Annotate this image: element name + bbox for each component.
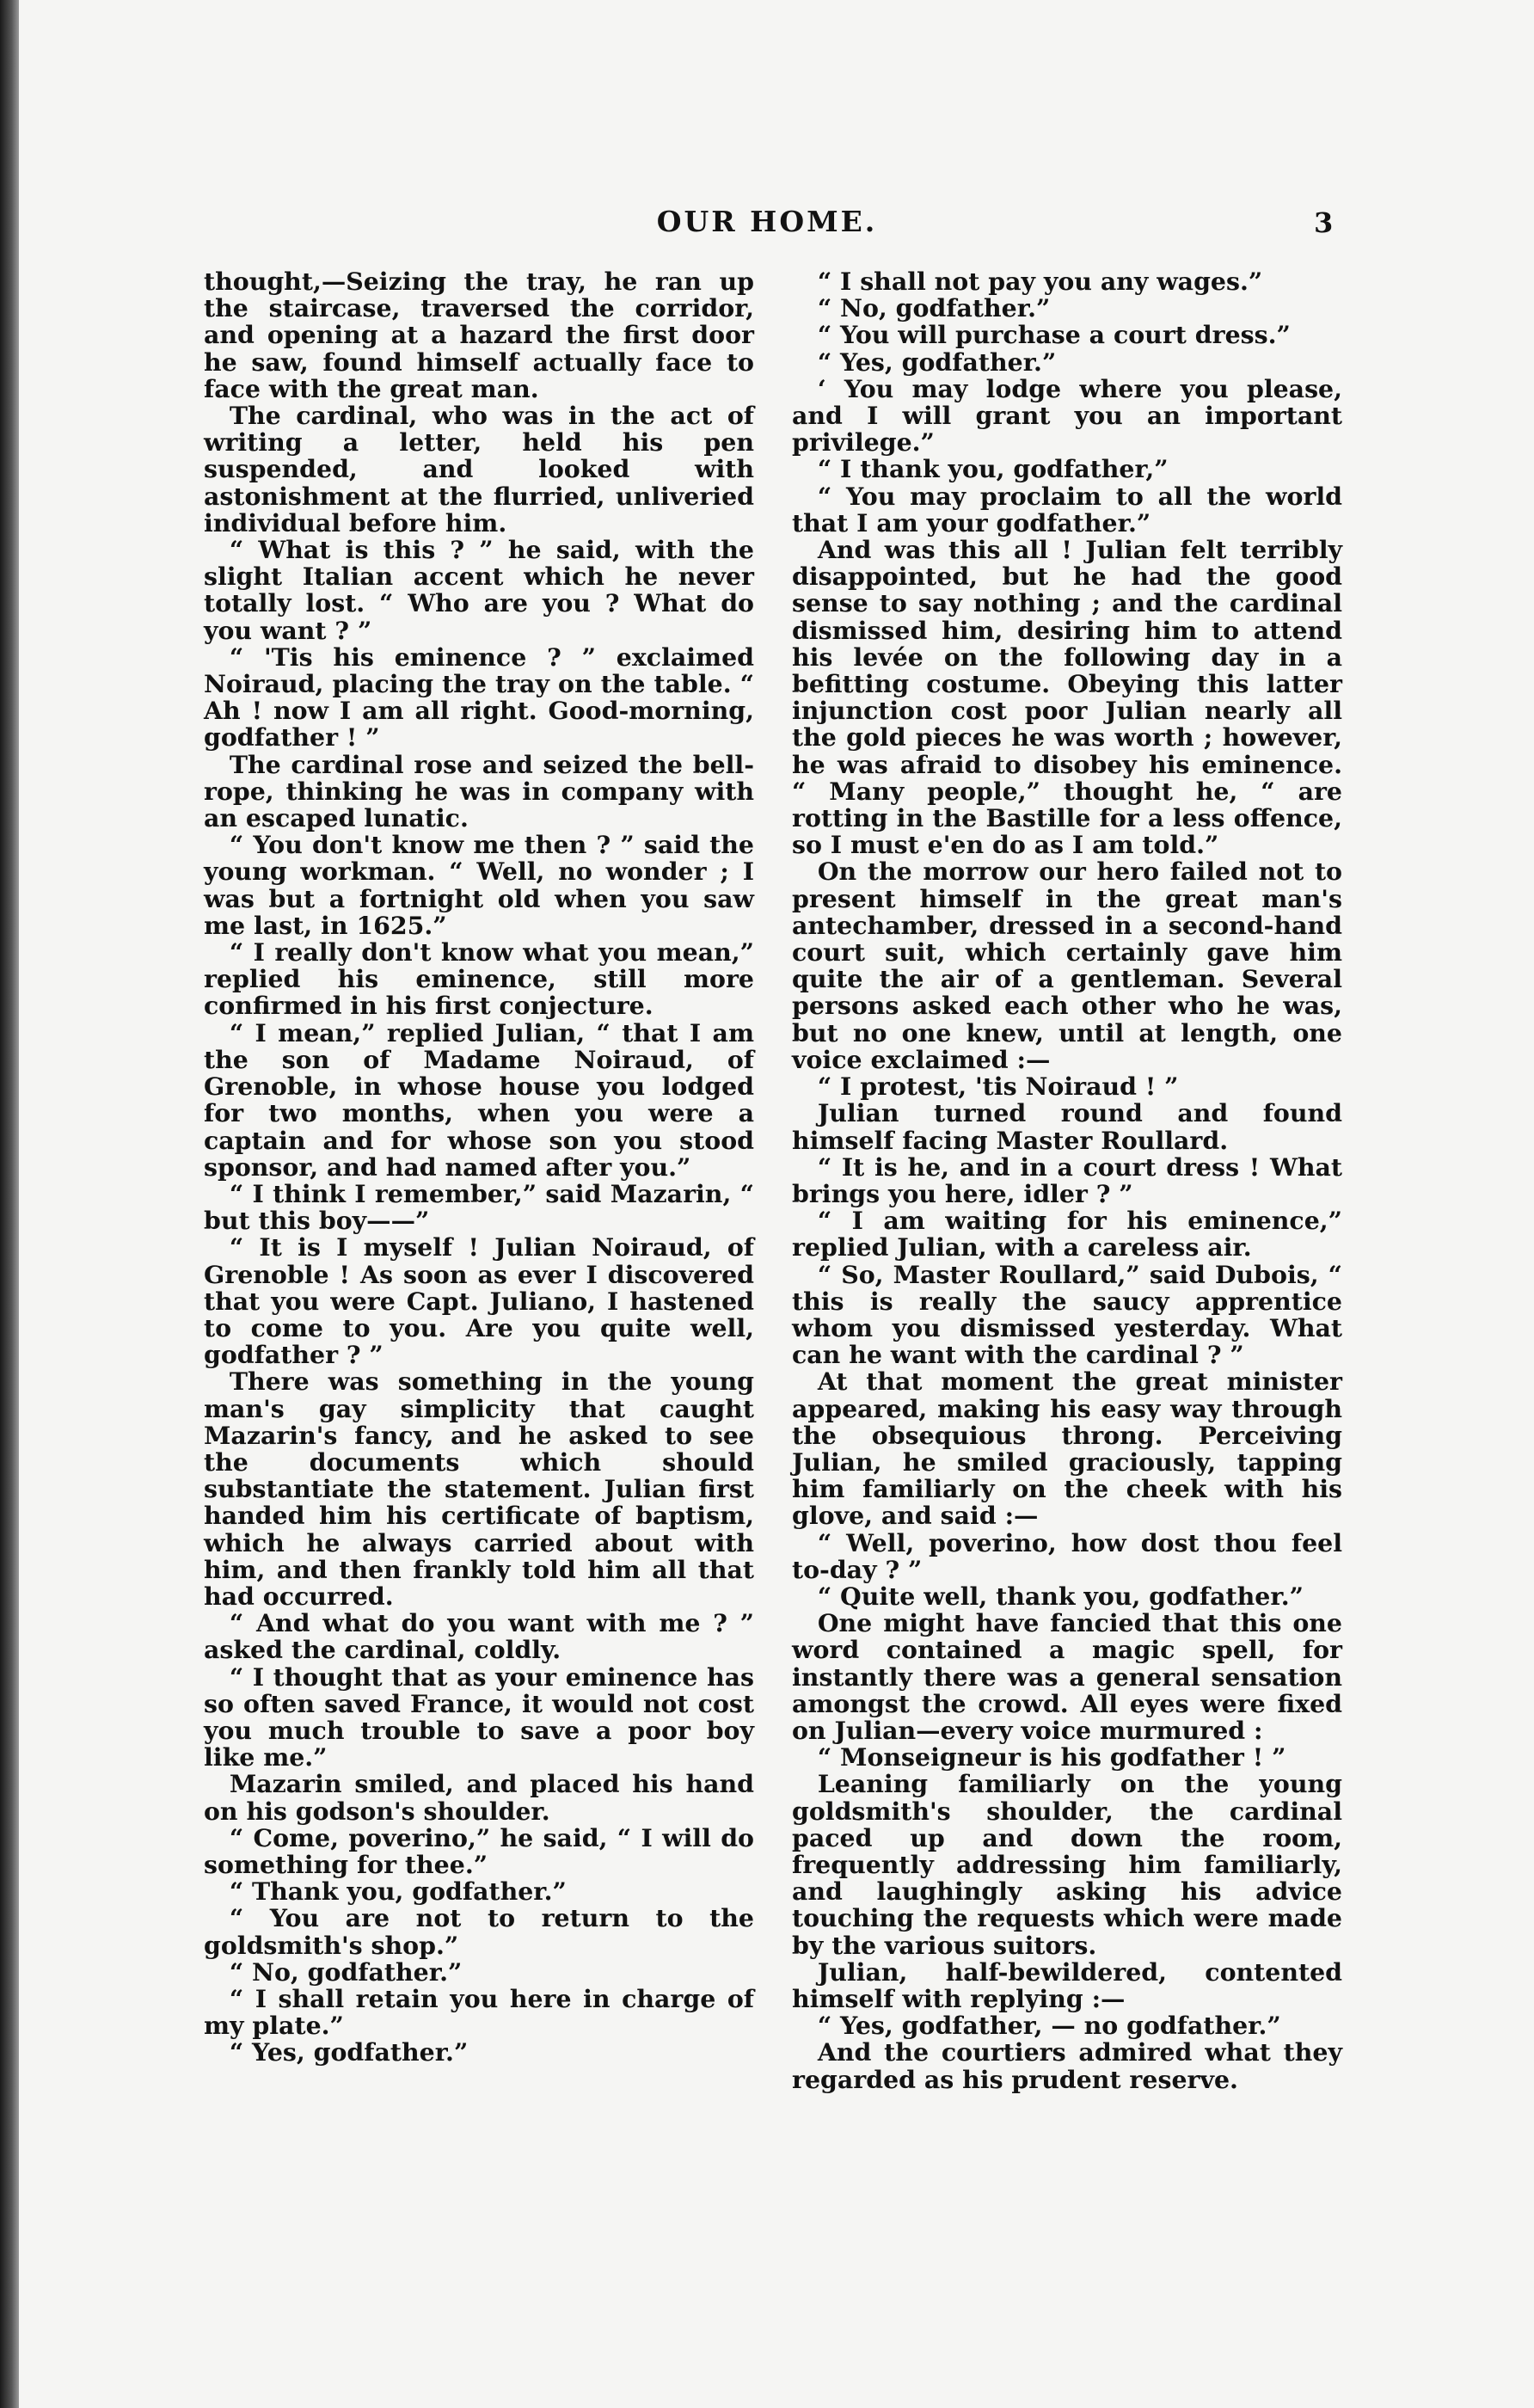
book-spine-edge	[0, 0, 19, 2408]
paragraph: Julian turned round and found himself facing Master Roullard.	[792, 1098, 1342, 1155]
running-head: OUR HOME.	[656, 205, 878, 238]
paragraph: “ No, godfather.”	[817, 293, 1051, 323]
paragraph: “ 'Tis his eminence ? ” exclaimed Noiraud, placing the tray on the table. “ Ah ! now I am all right. Good-morning, godfather ! ”	[204, 642, 754, 752]
paragraph: “ You are not to return to the goldsmith's shop.”	[204, 1903, 754, 1960]
paragraph: “ Come, poverino,” he said, “ I will do something for thee.”	[204, 1822, 754, 1879]
paragraph: And was this all ! Julian felt terribly disappointed, but he had the good sense to say nothing ; and the cardinal dismissed him, desiring him to attend his levée on the following day in a befitting costume. Obeying this latter injunction cost poor Julian nearly all the gold pieces he was worth ; however, he was afraid to disobey his eminence. “ Many people,” thought he, “ are rotting in the Bastille for a less offence, so I must e'en do as I am told.”	[792, 535, 1342, 860]
paragraph: “ It is I myself ! Julian Noiraud, of Grenoble ! As soon as ever I discovered that you were Capt. Juliano, I hastened to come to you. Are you quite well, godfather ? ”	[204, 1232, 754, 1370]
paragraph: Julian, half-bewildered, contented himself with replying :—	[792, 1956, 1342, 2013]
paragraph: “ I shall retain you here in charge of my plate.”	[204, 1984, 754, 2041]
paragraph: “ I really don't know what you mean,” replied his eminence, still more confirmed in his first conjecture.	[204, 937, 754, 1021]
paragraph: “ What is this ? ” he said, with the slight Italian accent which he never totally lost. “ Who are you ? What do you want ? ”	[204, 535, 754, 645]
paragraph: “ So, Master Roullard,” said Dubois, “ this is really the saucy apprentice whom you dismissed yesterday. What can he want with the cardinal ? ”	[792, 1259, 1342, 1370]
paragraph: Mazarin smiled, and placed his hand on his godson's shoulder.	[204, 1769, 754, 1826]
paragraph: “ I think I remember,” said Mazarin, “ but this boy——”	[204, 1178, 754, 1236]
paragraph: “ I mean,” replied Julian, “ that I am the son of Madame Noiraud, of Grenoble, in whose house you lodged for two months, when you were a captain and for whose son you stood sponsor, and had named after you.”	[204, 1017, 754, 1182]
paragraph: “ Well, poverino, how dost thou feel to-day ? ”	[792, 1527, 1342, 1584]
paragraph: “ I thank you, godfather,”	[817, 454, 1169, 484]
paragraph: On the morrow our hero failed not to present himself in the great man's antechamber, dressed in a second-hand court suit, which certainly gave him quite the air of a gentleman. Several persons asked each other who he was, but no one knew, until at length, one voice exclaimed :—	[792, 857, 1342, 1074]
paragraph: “ You don't know me then ? ” said the young workman. “ Well, no wonder ; I was but a fortnight old when you saw me last, in 1625.”	[204, 830, 754, 940]
paragraph: “ I am waiting for his eminence,” replied Julian, with a careless air.	[792, 1206, 1342, 1262]
paragraph: “ I thought that as your eminence has so often saved France, it would not cost you much trouble to save a poor boy like me.”	[204, 1662, 754, 1772]
paragraph: “ Quite well, thank you, godfather.”	[817, 1581, 1304, 1611]
paragraph: There was something in the young man's gay simplicity that caught Mazarin's fancy, and he asked to see the documents which should substantiate the statement. Julian first handed him his certificate of baptism, which he always carried about with him, and then frankly told him all that had occurred.	[204, 1367, 754, 1611]
paragraph: “ It is he, and in a court dress ! What brings you here, idler ? ”	[792, 1152, 1342, 1208]
paragraph: The cardinal rose and seized the bell-rope, thinking he was in company with an escaped lunatic.	[204, 749, 754, 833]
paragraph: “ And what do you want with me ? ” asked the cardinal, coldly.	[204, 1608, 754, 1665]
paragraph: “ Yes, godfather.”	[229, 2037, 469, 2067]
book-page	[19, 0, 1534, 2408]
paragraph: “ Yes, godfather.”	[817, 347, 1057, 377]
paragraph: “ Monseigneur is his godfather ! ”	[817, 1742, 1286, 1772]
paragraph: ‘ You may lodge where you please, and I will grant you an important privilege.”	[792, 373, 1342, 458]
paragraph: “ You will purchase a court dress.”	[817, 320, 1291, 350]
page-number: 3	[1314, 206, 1334, 239]
paragraph: “ You may proclaim to all the world that I am your godfather.”	[792, 481, 1342, 538]
paragraph: “ I shall not pay you any wages.”	[817, 267, 1263, 296]
right-text-column	[792, 268, 1342, 2093]
left-text-column	[204, 268, 754, 2067]
paragraph: “ Thank you, godfather.”	[229, 1877, 567, 1907]
paragraph: The cardinal, who was in the act of writing a letter, held his pen suspended, and looked with astonishment at the flurried, unliveried individual before him.	[204, 401, 754, 538]
paragraph: “ No, godfather.”	[229, 1956, 463, 1987]
paragraph: “ Yes, godfather, — no godfather.”	[817, 2011, 1281, 2041]
paragraph: At that moment the great minister appeared, making his easy way through the obsequious throng. Perceiving Julian, he smiled graciously, tapping him familiarly on the cheek with his glove, and said :—	[792, 1367, 1342, 1531]
paragraph: One might have fancied that this one word contained a magic spell, for instantly there was a general sensation amongst the crowd. All eyes were fixed on Julian—every voice murmured :	[792, 1608, 1342, 1745]
paragraph: thought,—Seizing the tray, he ran up the staircase, traversed the corridor, and opening at a hazard the first door he saw, found himself actually face to face with the great man.	[204, 267, 754, 403]
paragraph: And the courtiers admired what they regarded as his prudent reserve.	[792, 2037, 1342, 2094]
paragraph: “ I protest, 'tis Noiraud ! ”	[817, 1072, 1179, 1102]
paragraph: Leaning familiarly on the young goldsmith's shoulder, the cardinal paced up and down the room, frequently addressing him familiarly, and laughingly asking his advice touching the requests which were made by the various suitors.	[792, 1769, 1342, 1960]
